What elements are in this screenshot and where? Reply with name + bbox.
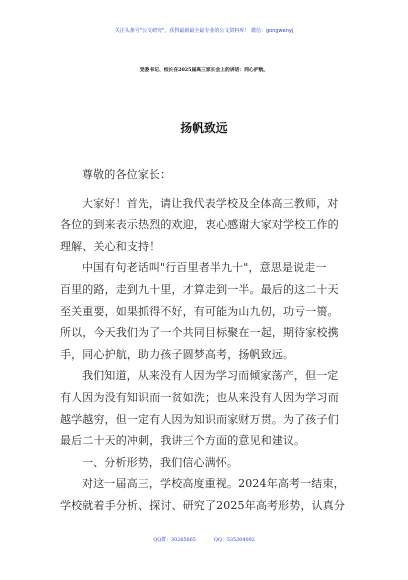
paragraph-line: 对这一届高三，学校高度重视。2024年高考一结束， (82, 477, 345, 491)
paragraph-line: 中国有句老话叫"行百里者半九十"，意思是说走一 (82, 261, 327, 275)
paragraph-line: 各位的到来表示热烈的欢迎，衷心感谢大家对学校工作的 (60, 218, 339, 232)
paragraph-line: 有人因为没有知识而一贫如洗；也从来没有人因为学习而 (60, 390, 339, 404)
document-body (60, 164, 360, 517)
footer-qq-number[interactable]: QQ：535304092 (213, 537, 255, 543)
paragraph-line: 理解、关心和支持！ (60, 239, 161, 253)
paragraph-line: 我们知道，从来没有人因为学习而倾家荡产，但一定 (82, 369, 339, 383)
paragraph-line: 学校就着手分析、探讨、研究了2025年高考形势，认真分 (60, 498, 346, 512)
header-promo-note: 关注头条号"公文研究"，获得最新最全最专业的公文资料库！ 微信：gongwenyj (114, 28, 294, 34)
paragraph-line: 百里的路，走到九十里，才算走到一半。最后的这二十天 (60, 282, 339, 296)
document-title-line-1: 党委书记、校长在2025届高三家长会上的讲话：同心护航， (139, 67, 269, 73)
footer-contact (0, 536, 408, 543)
document-title-line-2: 扬帆致远 (180, 121, 228, 135)
section-heading: 一、分析形势，我们信心满怀。 (82, 455, 239, 469)
paragraph-line: 至关重要，如果抓得不好，有可能为山九仞，功亏一篑。 (60, 304, 339, 318)
paragraph-line: 手，同心护航，助力孩子圆梦高考，扬帆致远。 (60, 347, 295, 361)
paragraph-line: 所以，今天我们为了一个共同目标聚在一起，期待家校携 (60, 326, 339, 340)
paragraph-line: 大家好！首先，请让我代表学校及全体高三教师，对 (82, 196, 339, 210)
paragraph-line: 越学越穷，但一定有人因为知识而家财万贯。为了孩子们 (60, 412, 339, 426)
salutation: 尊敬的各位家长： (82, 168, 172, 181)
footer-qq-group[interactable]: QQ群：30265665 (153, 537, 196, 543)
paragraph-line: 最后二十天的冲刺，我讲三个方面的意见和建议。 (60, 434, 306, 448)
